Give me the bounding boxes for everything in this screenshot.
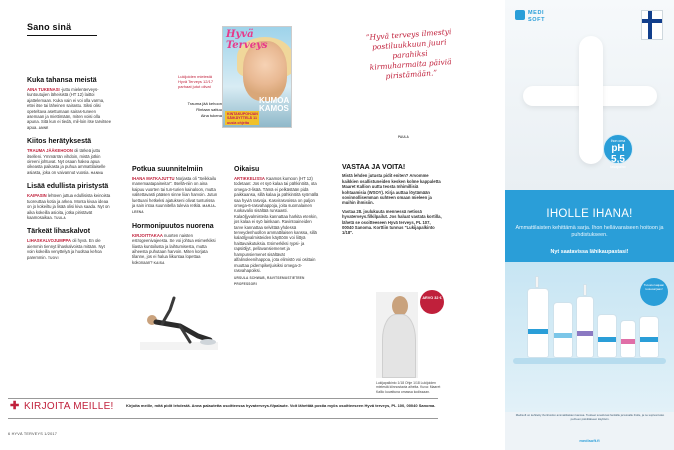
product-bottle xyxy=(597,314,617,358)
letter-text: lehteen juttua edullisista keinoista tuoreuttaa kotia ja arkea. Monta kivaa ideaa on jo kokeiltu ja lisää olisi kiva saada. Nyt on aika kokeilla asioita, jotka piristävät kaamosaikaa. xyxy=(27,193,111,220)
photo-caption: Lukijapalkinto 1/18 Ohje 1/18 Lukijoiden mielestä kiinnostavia aiheita. Kuva: Maaret Kallio kuvattuna omassa kodissaan. xyxy=(376,381,441,394)
product-shelf xyxy=(513,358,666,364)
writeus-text: Kirjoita meille, mitä pidit lehdestä. Anna palautetta osoitteessa hyvaterveys.fi/palaute. Voit lähettää postia myös osoitteeseen Hyvä terveys, PL 100, 00040 Sanoma. xyxy=(126,403,436,408)
writeus-title: KIRJOITA MEILLE! xyxy=(24,401,114,412)
letter-text: Kaamos kumoon (HT 12) todetaan: Jos et syö kalaa tai pähkinöitä, ota omega-3-lisää. Tämä ei pelkästään pidä paikkaansa, sillä kalaa ja pähkinöitä syömällä saa hyviä rasvoja. Kasvirasvoissa on paljon omega-6-rasvahappoja, joita suomalainen ruokavalio sisältää runsaasti. Kalaöljyvalmisteita kannattaa harkita etenkin, jos kalaa ei syö lainkaan. Ravintoaineiden tarve kannattaa selvittää yhdessä terveydenhuollon ammattilaisen kanssa, sillä kalaöljyvalmisteiden käyttöön voi liittyä haittavaikutuksia. Esimerkiksi rypsi- ja rapsiöljyt, pellavansiemenet ja hampunsiemenet sisältävät alfalinoleenihappoa, jota elimistö voi osittain muuttaa pidempiketjuisiksi omega-3-rasvahapoiksi. xyxy=(234,176,319,273)
brand-line-2: SOFT xyxy=(528,16,546,23)
cream-cross-vertical xyxy=(579,36,603,164)
letter-heading: Tärkeät lihaskalvot xyxy=(27,228,91,236)
letter-signature: TUOVI xyxy=(47,255,59,260)
letter-text: -juttu mielenterveys-kuntoutujien läheisistä (HT 12) laittoi ajattelemaan. Kuka vain ei voi olla varma, ettei itse tai läheinen sairastu. Siksi olisi opeteltava asettumaan sairas-tuneen asemaan ja miettimään, miten voisi olla apuna. Sitä kun ei tiedä, mil-loin itse tarvitsee apua. xyxy=(27,87,112,130)
ph-label-bottom: tasapaino xyxy=(610,165,626,169)
letter-heading: Hormonipuutos nuorena xyxy=(132,222,214,230)
ad-availability: Nyt saatavissa lähikaupastasi! xyxy=(550,249,629,255)
letter-byline: LIHASKALVOJUMPPA xyxy=(27,238,72,244)
flag-cross-horizontal xyxy=(642,19,662,23)
letter xyxy=(27,76,113,131)
bottle-label xyxy=(577,331,593,336)
cover-caption: Lukijoiden mielestä Hyvä Terveys 12/17 parhaat jutut olivat xyxy=(178,74,214,90)
letter xyxy=(27,227,113,261)
finnish-flag-icon xyxy=(641,10,663,40)
page-folio: 6 HYVÄ TERVEYS 1/2017 xyxy=(8,432,58,436)
letter xyxy=(132,165,218,216)
column-1 xyxy=(27,76,113,267)
section-title: Sano sinä xyxy=(27,22,72,32)
letter-heading: Oikaisu xyxy=(234,166,260,173)
magazine-cover xyxy=(222,26,292,128)
book-author-photo xyxy=(376,292,418,378)
cover-name: Rintaan sattuu xyxy=(196,107,222,112)
contest-intro: Mistä lehden jutusta pidit eniten? Arvomme kaikkien osallistuneiden kesken kolme kappaletta Maaret Kallion uutta teosta Inhimillisiä kohtaamisia (WSOY). Kirja auttaa löytämään sovinnollisemman suhteen omaan mieleen ja muihin ihmisiin. xyxy=(342,173,441,206)
handwritten-quote: ”Hyvä terveys ilmestyi postiluukkuun juuri parahiksi kirmuharmaita päiviä piristämään.” xyxy=(365,27,452,81)
letter xyxy=(234,165,320,287)
bottle-label xyxy=(598,337,616,342)
brand-logo xyxy=(515,8,555,32)
price-badge: ARVO 32 € xyxy=(420,290,444,314)
brand-line-1: MEDI xyxy=(528,10,545,16)
ad-subtext: Ammattilaisten kehittämä sarja. Ihon hellävaraiseen hoitoon ja puhdistukseen. xyxy=(515,225,664,239)
contest-deadline: Vastaa 28. joulukuuta mennessä netissä hyvaterveys.fi/kilpailut. Jos haluat vastata kortilla, lähetä se osoitteeseen Hyvä terveys, PL 107, 00040 Sanoma. Korttiin tunnus "Lukijapalkinto 1/18". xyxy=(342,208,442,236)
product-jar xyxy=(639,316,659,358)
ad-fine-print: Medisoft on kehitetty ihonhoidon ammattilaisten kanssa. Tuotteet soveltuvat herkälle ja kuivalle iholle, ja ne sopivat koko perheen päivittäiseen käyttöön. xyxy=(515,413,665,421)
bottle-label xyxy=(528,329,548,334)
quote-signature: PAULA xyxy=(398,135,409,139)
product-bottle xyxy=(576,296,594,358)
cover-names xyxy=(172,101,222,119)
letter-byline: ARTIKKELISSA xyxy=(234,176,265,181)
letter-byline: TRAUMA JÄÄKEHOON xyxy=(27,148,73,154)
plus-icon: ✚ xyxy=(10,400,20,412)
letter-text: oli tärkeä juttu itselleni. Ymmärrän vihdoin, mistä jotkin oireeni johtuvat. Nyt osaan hakea apua oikeasta paikasta ja puhua ammattilaiselle asiasta, joka on vaivannut vuosia. xyxy=(27,148,106,175)
bottle-label xyxy=(621,339,635,344)
pump-head xyxy=(535,276,539,288)
product-tube xyxy=(620,320,636,358)
divider xyxy=(8,418,438,419)
author-head xyxy=(392,296,408,316)
letter xyxy=(132,222,218,266)
cover-sticker: KINTAKUPOHJAN SÄIKÄYTTELÄ 11 uusia ohjeita xyxy=(227,112,258,125)
letter xyxy=(27,137,113,176)
brand-logo-icon xyxy=(515,10,525,20)
letter-signature: HANNA xyxy=(90,170,104,175)
letter-signature: TUULA xyxy=(54,215,66,220)
letter-byline: IHANA MATKAJUTTU xyxy=(132,176,175,181)
letter-text: nuorten naisten estrogeenivajeesta. Se voi johtua esimerkiksi liiasta kuntoilusta ja laihtumisesta, mutta aiheesta puhutaan harvoin. Miten korjata tilanne, jos ei halua liikuntaa lopettaa kokonaan? xyxy=(132,232,216,265)
letter-byline: KAIPASIN xyxy=(27,193,47,199)
letter-text: oli hyvä. En ole aiemmin tiennyt lihaskalvoista mitään. Nyt voin kokeilla venyttelyä ja huoltaa kehoa paremmin. xyxy=(27,238,105,260)
letter-signature: URSULA SCHWAB, RAVITSEMUSTIETEEN PROFESSORI xyxy=(234,276,305,286)
letter-heading: Potkua suunnitelmiin xyxy=(132,166,203,173)
contest-column xyxy=(342,165,442,239)
flag-cross-vertical xyxy=(648,11,652,39)
ad-circle-badge: Tutustu laajaan tuotesarjaan! xyxy=(640,278,668,306)
letter-heading: Lisää edullista piristystä xyxy=(27,183,109,191)
section-rule xyxy=(27,35,97,36)
ad-slogan: IHOLLE IHANA! xyxy=(546,208,633,220)
ph-value: pH 5,5 xyxy=(611,143,625,165)
letter-text: Norjasta oli "Seikkailu manemaatapaineita!". Itsellä-niin on aina kaipuu vuorten tai tun-turien kainaloon, mutta valitettavasti pääsen sinne liian harvoin. Jutun luettuani hetkeksi ajatukseni olivat tunturissa ja sain intoa suunnitella tulevia retkiä. xyxy=(132,176,218,209)
column-2 xyxy=(132,165,218,272)
letter-byline: AINA TUKENASI xyxy=(27,87,60,92)
advertisement-page xyxy=(505,0,674,450)
letter xyxy=(27,182,113,221)
ph-badge xyxy=(603,134,633,169)
cover-logo: Hyvä Terveys xyxy=(226,29,268,51)
letter-signature: ANNE xyxy=(38,125,49,130)
bottle-label xyxy=(554,333,572,338)
contest-title: VASTAA JA VOITA! xyxy=(342,164,406,171)
cover-name: Aina tukena xyxy=(200,113,222,118)
letter-signature: KAISA xyxy=(153,260,165,265)
product-bottle xyxy=(553,302,573,358)
letter-heading: Kiitos herätyksestä xyxy=(27,138,92,146)
ad-url[interactable]: medisoft.fi xyxy=(579,438,600,443)
divider xyxy=(8,398,438,399)
bottle-label xyxy=(640,337,658,342)
letter-byline: KIRJOITTAKAA xyxy=(132,232,163,238)
letter-signature: MARJA-LEENA xyxy=(132,204,217,215)
pump-head xyxy=(583,284,587,296)
cover-name: Trauma jää kehoon xyxy=(187,101,222,106)
exercise-photo xyxy=(140,290,218,350)
column-3 xyxy=(234,165,320,293)
ph-label-top: ihon oma xyxy=(610,139,626,143)
cover-headline: KUMOA KAMOS xyxy=(259,96,289,113)
letter-heading: Kuka tahansa meistä xyxy=(27,77,97,84)
product-bottle xyxy=(527,288,549,358)
brand-logo-text xyxy=(528,10,545,23)
author-body xyxy=(382,314,416,378)
